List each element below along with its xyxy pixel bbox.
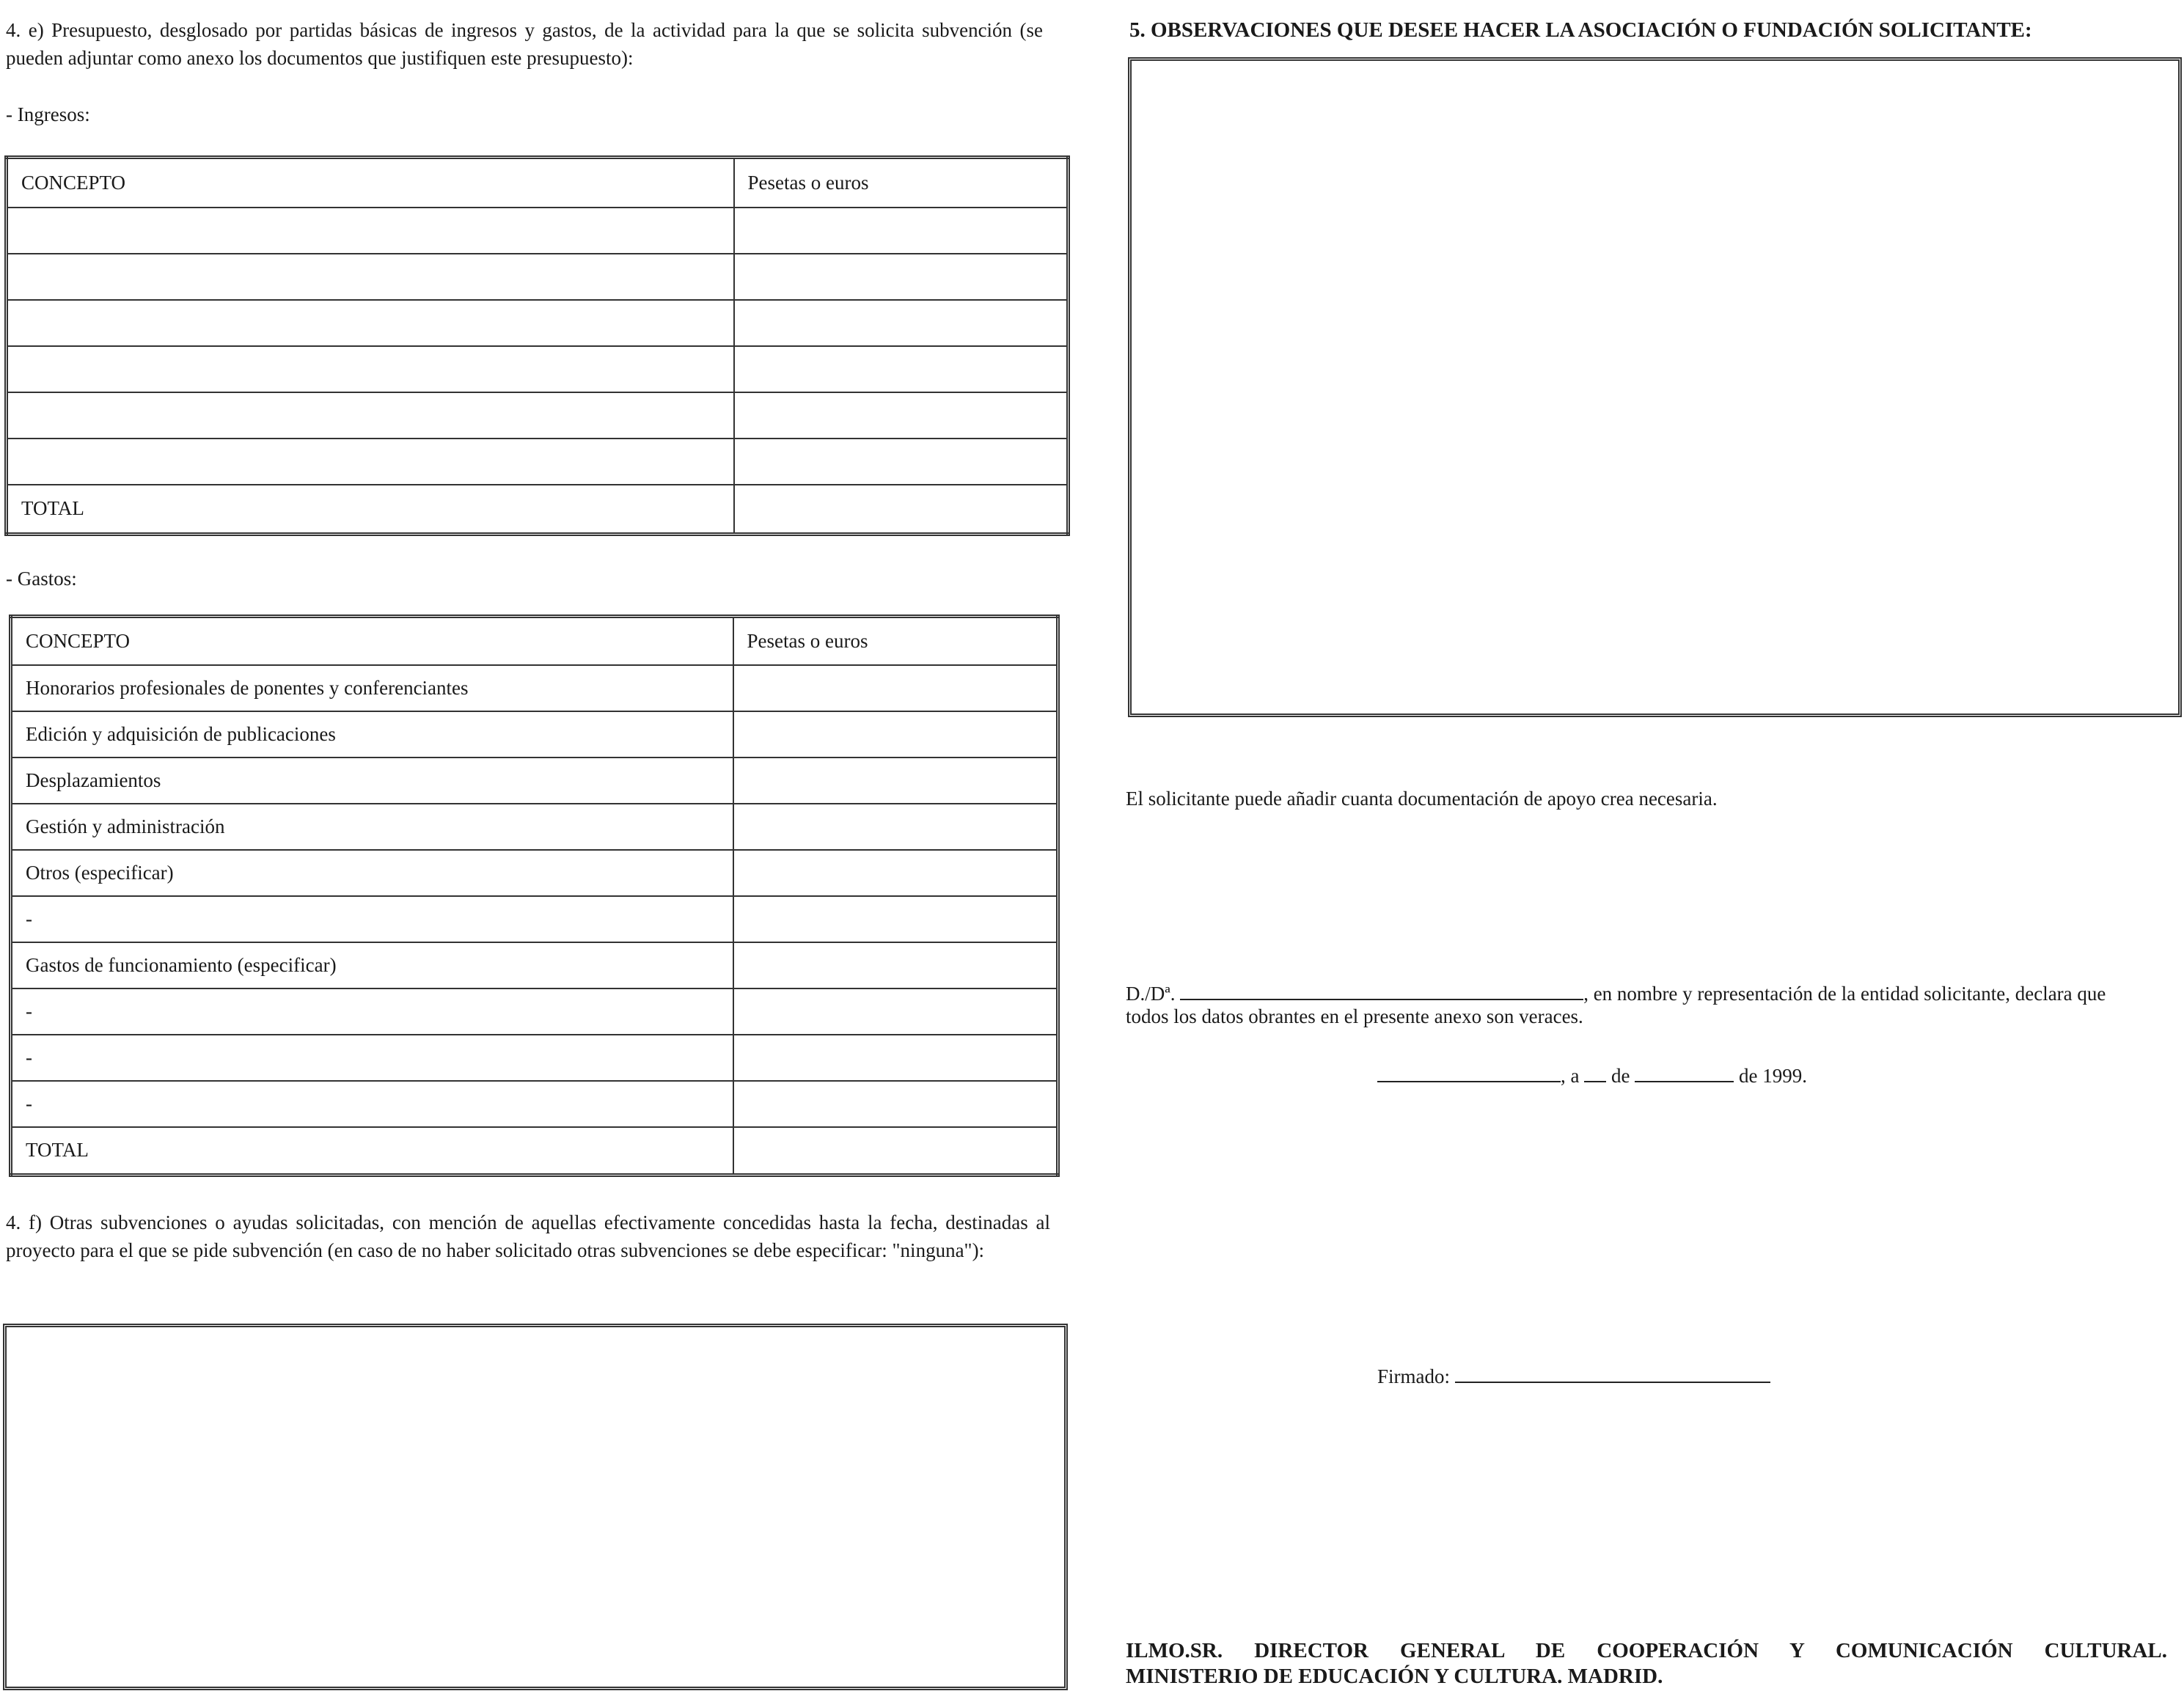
gastos-concept-cell[interactable]: -	[11, 1035, 733, 1081]
table-row	[11, 711, 1058, 758]
day-field[interactable]	[1584, 1062, 1606, 1082]
table-row	[11, 1081, 1058, 1127]
gastos-amount-cell[interactable]	[733, 942, 1058, 988]
date-a-text: , a	[1561, 1065, 1580, 1087]
gastos-concept-cell: Desplazamientos	[11, 758, 733, 804]
table-row	[11, 758, 1058, 804]
signed-label: Firmado:	[1377, 1365, 1450, 1387]
table-row	[7, 439, 1069, 485]
gastos-amount-cell[interactable]	[733, 988, 1058, 1035]
observations-box[interactable]	[1128, 57, 2182, 717]
gastos-concept-cell[interactable]: -	[11, 896, 733, 942]
table-row	[7, 208, 1069, 254]
date-year-text: de 1999.	[1738, 1065, 1807, 1087]
gastos-amount-cell[interactable]	[733, 711, 1058, 758]
gastos-amount-cell[interactable]	[733, 1035, 1058, 1081]
declaration-line-1	[1126, 980, 2106, 1006]
ingresos-total-label: TOTAL	[7, 485, 734, 535]
gastos-total-label: TOTAL	[11, 1127, 733, 1175]
gastos-label: - Gastos:	[6, 568, 77, 590]
signature-field[interactable]	[1455, 1362, 1770, 1383]
section-4f-text: 4. f) Otras subvenciones o ayudas solicitadas, con mención de aquellas efectivamente concedidas hasta la fecha, destinadas al proyecto para el que se pide subvención (en caso de no haber solicitado otras subvenciones se debe especificar: "ninguna"):	[6, 1211, 1050, 1261]
ingresos-table	[4, 155, 1070, 536]
gastos-amount-cell[interactable]	[733, 804, 1058, 850]
gastos-concept-cell: Gastos de funcionamiento (especificar)	[11, 942, 733, 988]
gastos-concept-cell: Honorarios profesionales de ponentes y conferenciantes	[11, 665, 733, 711]
gastos-amount-cell[interactable]	[733, 665, 1058, 711]
gastos-amount-cell[interactable]	[733, 850, 1058, 896]
table-row	[11, 665, 1058, 711]
month-field[interactable]	[1635, 1062, 1734, 1082]
table-row	[11, 804, 1058, 850]
gastos-concept-cell: Otros (especificar)	[11, 850, 733, 896]
ingresos-concept-cell[interactable]	[7, 392, 734, 439]
section-4e-text: 4. e) Presupuesto, desglosado por partidas básicas de ingresos y gastos, de la actividad para la que se solicita subvención (se pueden adjuntar como anexo los documentos que justifiquen este presupuesto):	[6, 19, 1043, 69]
ingresos-label: - Ingresos:	[6, 103, 90, 125]
ingresos-amount-cell[interactable]	[734, 439, 1069, 485]
date-line	[1377, 1062, 1807, 1088]
gastos-total-amount[interactable]	[733, 1127, 1058, 1175]
addressee-line-2: MINISTERIO DE EDUCACIÓN Y CULTURA. MADRID.	[1126, 1665, 1663, 1688]
ingresos-header-amount: Pesetas o euros	[734, 158, 1069, 208]
gastos-concept-cell: Edición y adquisición de publicaciones	[11, 711, 733, 758]
ingresos-amount-cell[interactable]	[734, 208, 1069, 254]
table-row	[7, 392, 1069, 439]
gastos-header-concepto: CONCEPTO	[11, 617, 733, 665]
table-row	[11, 1035, 1058, 1081]
place-field[interactable]	[1377, 1062, 1561, 1082]
declarant-name-field[interactable]	[1180, 980, 1583, 1000]
ingresos-amount-cell[interactable]	[734, 346, 1069, 392]
table-row	[11, 988, 1058, 1035]
gastos-amount-cell[interactable]	[733, 896, 1058, 942]
declaration-line-2: todos los datos obrantes en el presente anexo son veraces.	[1126, 1005, 1583, 1027]
table-row	[7, 254, 1069, 300]
signature-line	[1377, 1362, 1770, 1389]
ingresos-concept-cell[interactable]	[7, 346, 734, 392]
ingresos-total-amount[interactable]	[734, 485, 1069, 535]
date-de-text: de	[1610, 1065, 1630, 1087]
ingresos-header-concepto: CONCEPTO	[7, 158, 734, 208]
ingresos-amount-cell[interactable]	[734, 300, 1069, 346]
gastos-amount-cell[interactable]	[733, 1081, 1058, 1127]
table-row	[11, 850, 1058, 896]
gastos-concept-cell: Gestión y administración	[11, 804, 733, 850]
section-5-title: 5. OBSERVACIONES QUE DESEE HACER LA ASOCIACIÓN O FUNDACIÓN SOLICITANTE:	[1129, 18, 2032, 42]
ingresos-header-row	[7, 158, 1069, 208]
gastos-concept-cell[interactable]: -	[11, 1081, 733, 1127]
ingresos-concept-cell[interactable]	[7, 439, 734, 485]
other-subsidies-box[interactable]	[3, 1324, 1068, 1690]
addressee-line-1: ILMO.SR. DIRECTOR GENERAL DE COOPERACIÓN Y COMUNICACIÓN CULTURAL.	[1126, 1639, 2167, 1662]
gastos-header-row	[11, 617, 1058, 665]
gastos-table	[9, 615, 1060, 1177]
gastos-total-row	[11, 1127, 1058, 1175]
declaration-prefix: D./Dª.	[1126, 983, 1176, 1005]
ingresos-total-row	[7, 485, 1069, 535]
table-row	[11, 942, 1058, 988]
table-row	[7, 346, 1069, 392]
gastos-header-amount: Pesetas o euros	[733, 617, 1058, 665]
ingresos-amount-cell[interactable]	[734, 254, 1069, 300]
declaration-suffix: , en nombre y representación de la entidad solicitante, declara que	[1583, 983, 2106, 1005]
ingresos-amount-cell[interactable]	[734, 392, 1069, 439]
gastos-concept-cell[interactable]: -	[11, 988, 733, 1035]
support-note: El solicitante puede añadir cuanta documentación de apoyo crea necesaria.	[1126, 788, 1718, 810]
table-row	[11, 896, 1058, 942]
ingresos-concept-cell[interactable]	[7, 208, 734, 254]
ingresos-concept-cell[interactable]	[7, 254, 734, 300]
ingresos-concept-cell[interactable]	[7, 300, 734, 346]
table-row	[7, 300, 1069, 346]
gastos-amount-cell[interactable]	[733, 758, 1058, 804]
